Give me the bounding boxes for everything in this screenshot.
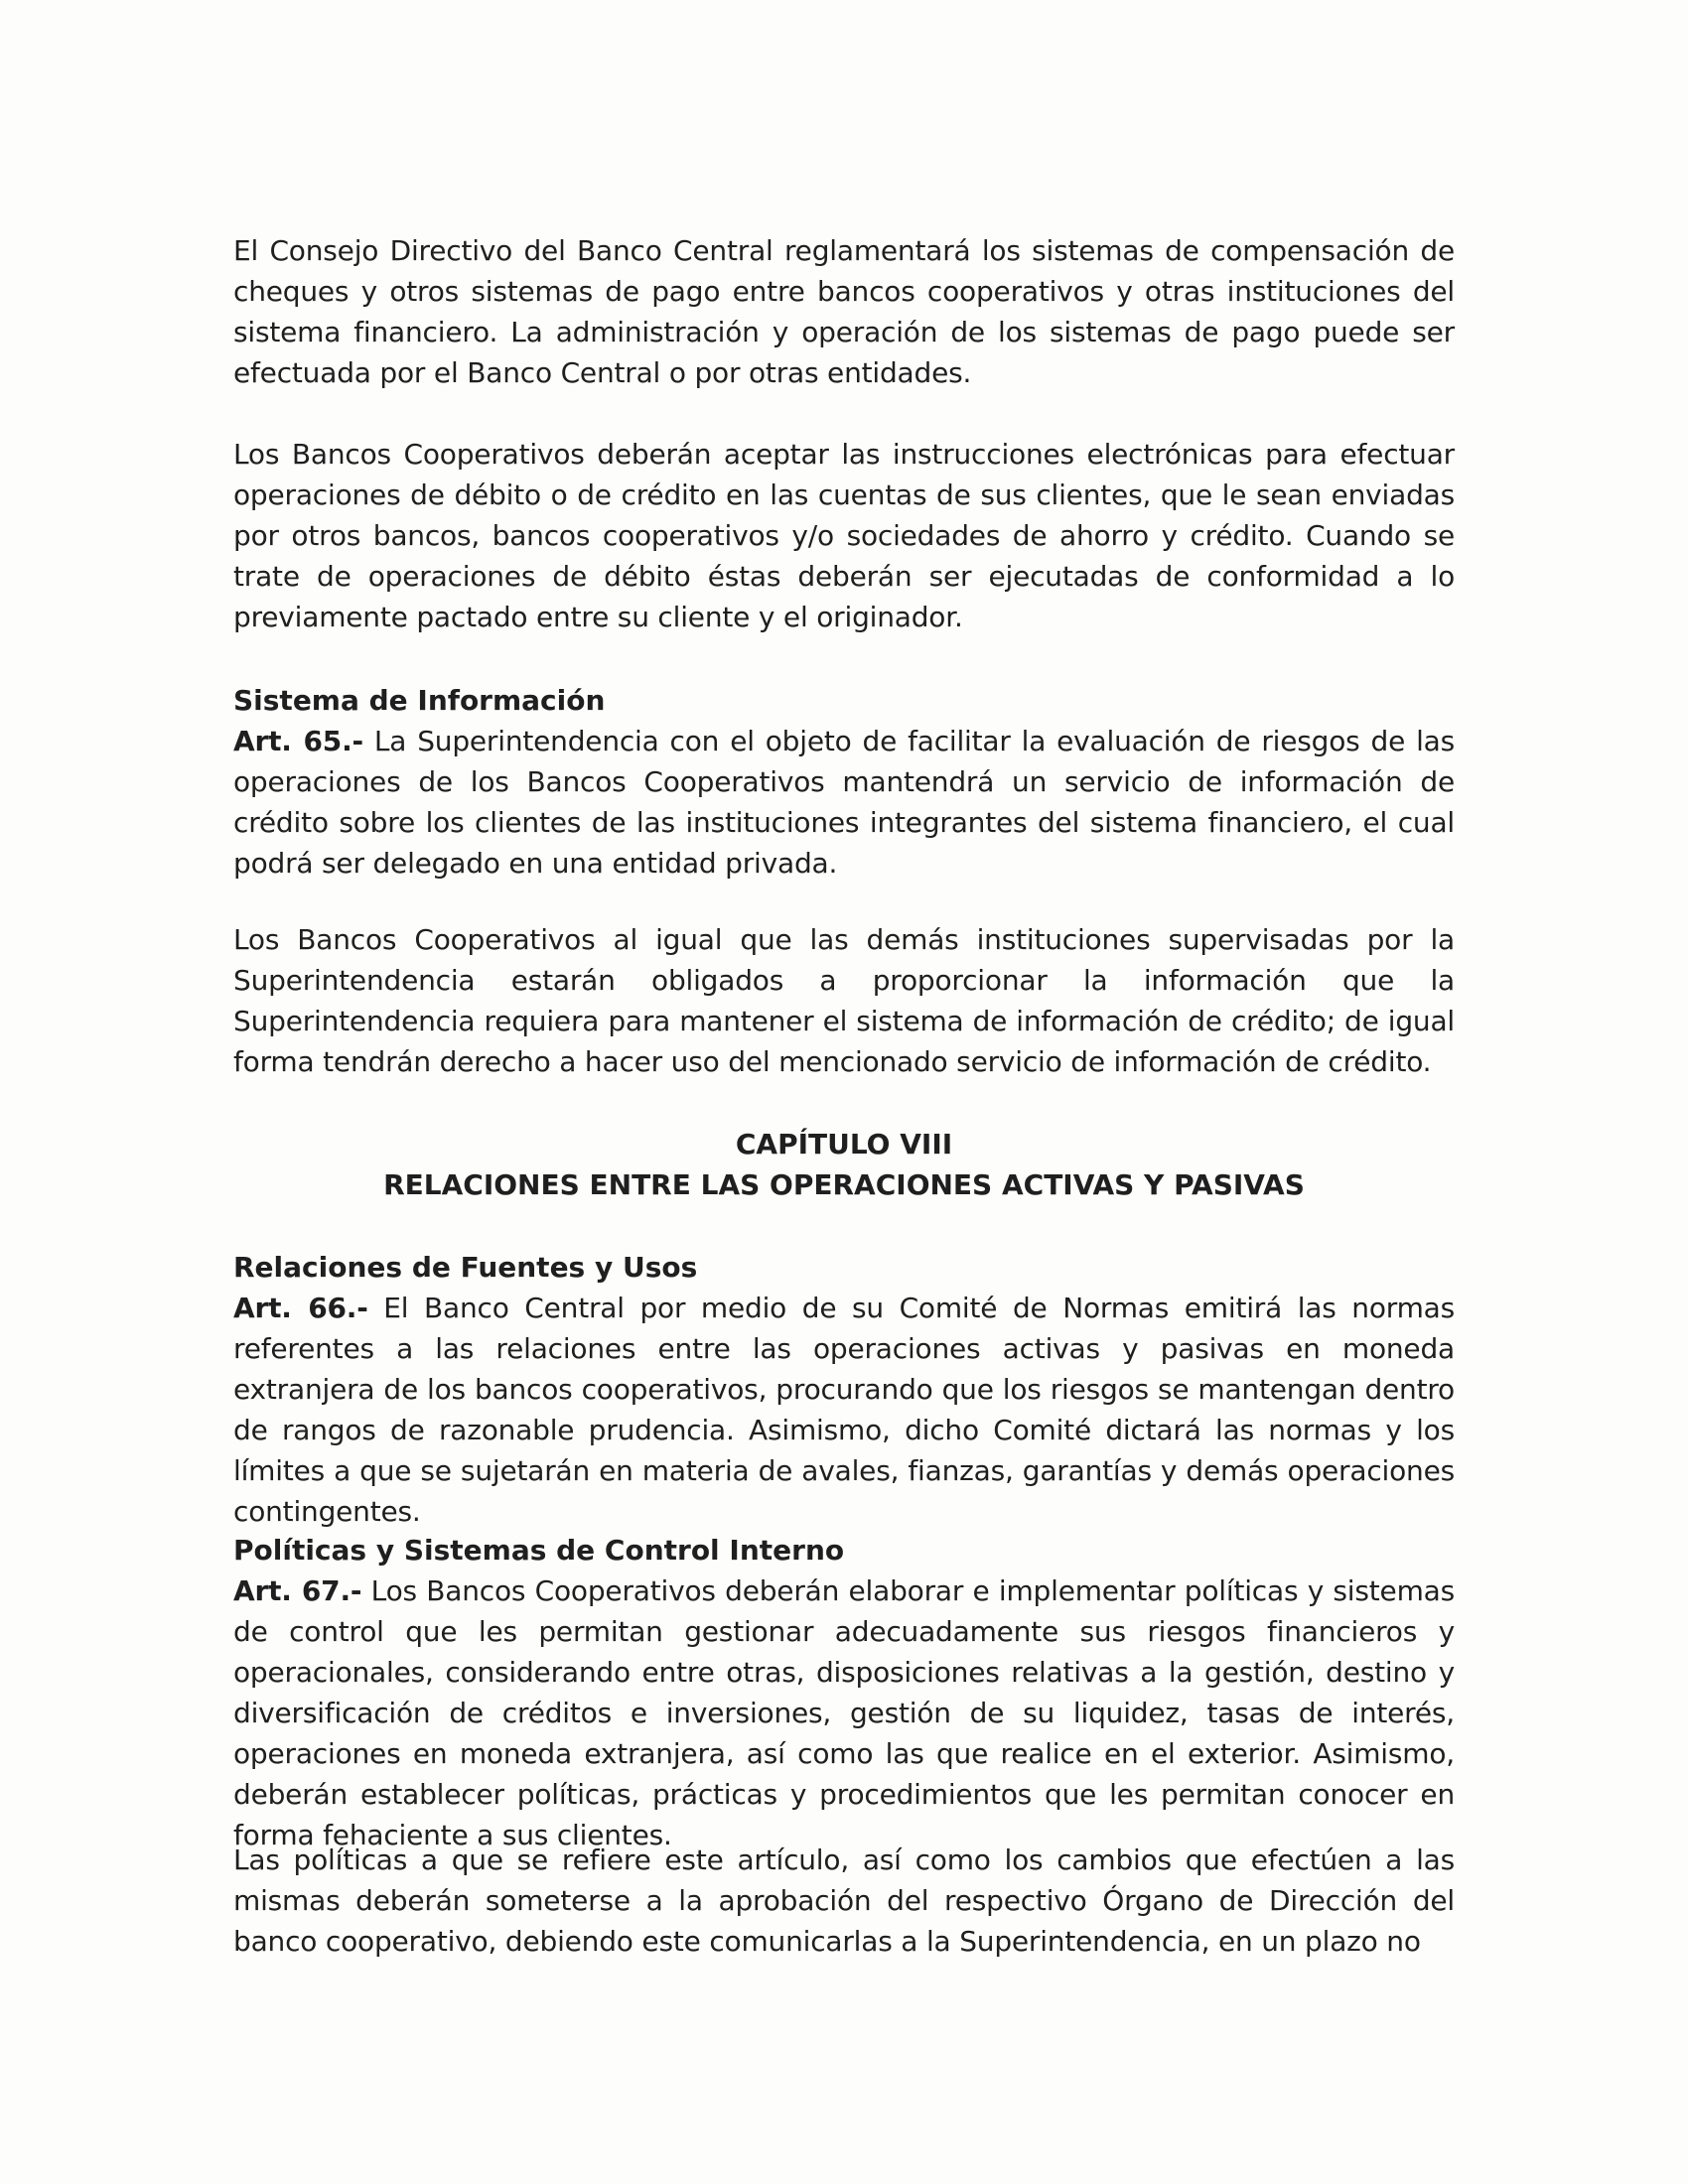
- paragraph-compensacion: El Consejo Directivo del Banco Central reglamentará los sistemas de compensación de cheques y otros sistemas de pago entre bancos cooperativos y otras instituciones del sistema financiero. La administración y operación de los sistemas de pago puede ser efectuada por el Banco Central o por otras entidades.: [233, 234, 1455, 389]
- article-67-text: Los Bancos Cooperativos deberán elaborar e implementar políticas y sistemas de control que les permitan gestionar adecuadamente sus riesgos financieros y operacionales, considerando entre otras, disposiciones relativas a la gestión, destino y diversificación de créditos e inversiones, gestión de su liquidez, tasas de interés, operaciones en moneda extranjera, así como las que realice en el exterior. Asimismo, deberán establecer políticas, prácticas y procedimientos que les permitan conocer en forma fehaciente a sus clientes.: [233, 1574, 1455, 1851]
- article-65-label: Art. 65.-: [233, 725, 363, 757]
- chapter-title: RELACIONES ENTRE LAS OPERACIONES ACTIVAS Y PASIVAS: [383, 1168, 1305, 1201]
- article-66: [233, 1288, 1455, 1532]
- article-65: [233, 721, 1455, 884]
- heading-sistema-informacion: Sistema de Información: [233, 684, 606, 717]
- article-66-label: Art. 66.-: [233, 1292, 368, 1324]
- chapter-number: CAPÍTULO VIII: [735, 1128, 953, 1160]
- paragraph-instrucciones-electronicas: Los Bancos Cooperativos deberán aceptar las instrucciones electrónicas para efectuar operaciones de débito o de crédito en las cuentas de sus clientes, que le sean enviadas por otros bancos, bancos cooperativos y/o sociedades de ahorro y crédito. Cuando se trate de operaciones de débito éstas deberán ser ejecutadas de conformidad a lo previamente pactado entre su cliente y el originador.: [233, 438, 1455, 633]
- article-65-text: La Superintendencia con el objeto de facilitar la evaluación de riesgos de las operaciones de los Bancos Cooperativos mantendrá un servicio de información de crédito sobre los clientes de las instituciones integrantes del sistema financiero, el cual podrá ser delegado en una entidad privada.: [233, 725, 1455, 880]
- article-67-label: Art. 67.-: [233, 1574, 362, 1607]
- heading-fuentes-usos: Relaciones de Fuentes y Usos: [233, 1251, 698, 1284]
- paragraph-obligacion-informacion: Los Bancos Cooperativos al igual que las demás instituciones supervisadas por la Superintendencia estarán obligados a proporcionar la información que la Superintendencia requiera para mantener el sistema de información de crédito; de igual forma tendrán derecho a hacer uso del mencionado servicio de información de crédito.: [233, 923, 1455, 1078]
- heading-control-interno: Políticas y Sistemas de Control Interno: [233, 1534, 845, 1567]
- paragraph-aprobacion-politicas: Las políticas a que se refiere este artículo, así como los cambios que efectúen a las mismas deberán someterse a la aprobación del respectivo Órgano de Dirección del banco cooperativo, debiendo este comunicarlas a la Superintendencia, en un plazo no: [233, 1843, 1455, 1958]
- article-67: [233, 1570, 1455, 1855]
- article-66-text: El Banco Central por medio de su Comité de Normas emitirá las normas referentes a las relaciones entre las operaciones activas y pasivas en moneda extranjera de los bancos cooperativos, procurando que los riesgos se mantengan dentro de rangos de razonable prudencia. Asimismo, dicho Comité dictará las normas y los límites a que se sujetarán en materia de avales, fianzas, garantías y demás operaciones contingentes.: [233, 1292, 1455, 1528]
